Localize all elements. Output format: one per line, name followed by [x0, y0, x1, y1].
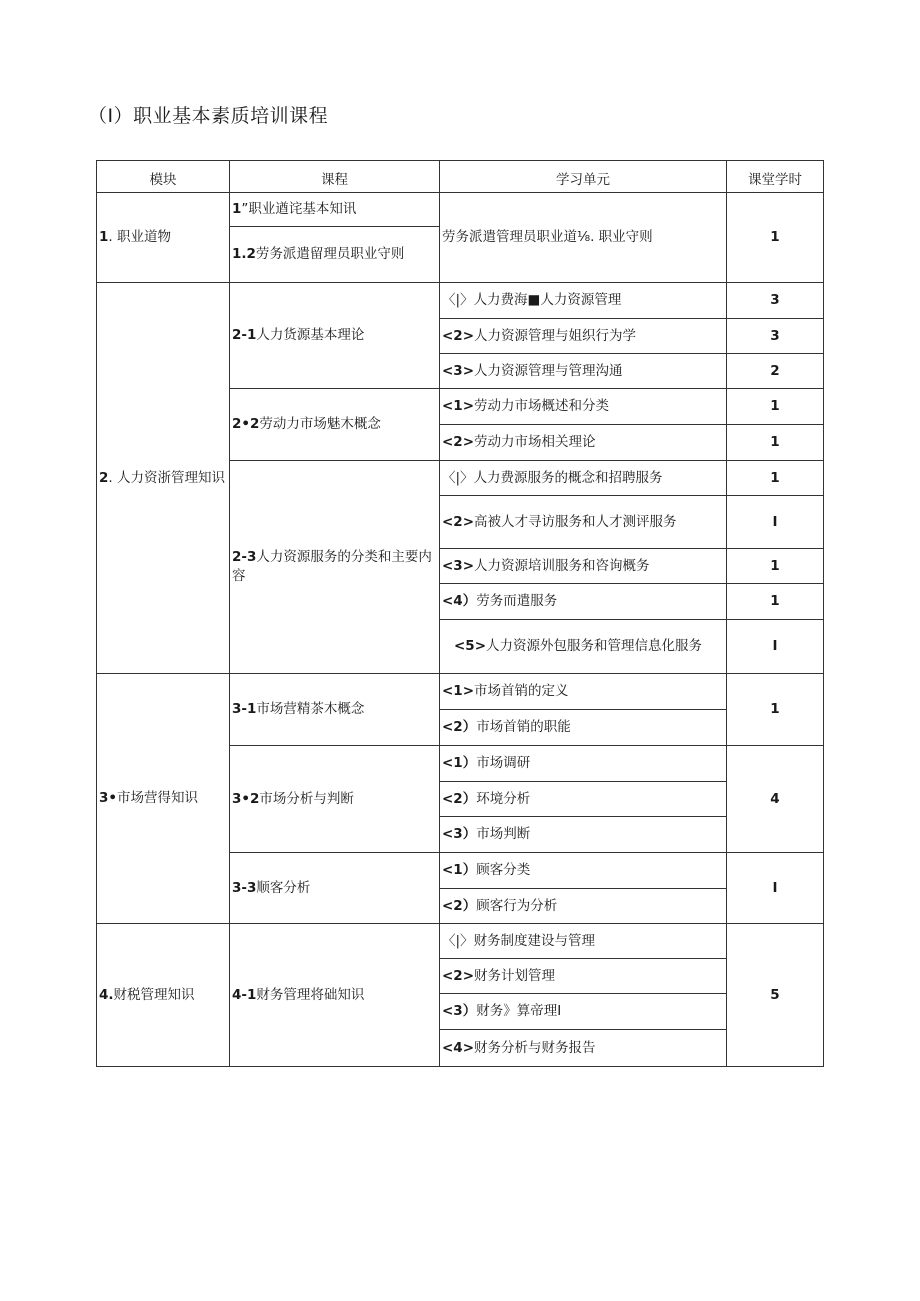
header-course: 课程	[230, 161, 440, 193]
hours-cell: I	[727, 620, 824, 674]
hours-cell: 4	[727, 746, 824, 853]
unit-cell: <2>劳动力市场相关理论	[440, 425, 727, 461]
hours-cell: 2	[727, 354, 824, 389]
header-unit: 学习单元	[440, 161, 727, 193]
hours-cell: 1	[727, 425, 824, 461]
unit-cell: <2>高被人才寻访服务和人才测评服务	[440, 496, 727, 549]
unit-cell: <3>人力资源培训服务和咨询概务	[440, 549, 727, 584]
unit-cell: <2>人力资源管理与姐织行为学	[440, 319, 727, 354]
unit-cell: <2）顾客行为分析	[440, 889, 727, 924]
course-cell: 1”职业遒诧基本知讯	[230, 193, 440, 227]
hours-cell: 3	[727, 319, 824, 354]
course-table	[96, 160, 824, 1067]
unit-cell: <1）市场调研	[440, 746, 727, 782]
course-cell: 3-3顺客分析	[230, 853, 440, 924]
hours-cell: I	[727, 496, 824, 549]
header-module: 模块	[97, 161, 230, 193]
hours-cell: 1	[727, 674, 824, 746]
unit-cell: 〈|〉财务制度建设与管理	[440, 924, 727, 959]
module-cell: 3•市场营得知识	[97, 674, 230, 924]
course-cell: 3•2市场分析与判断	[230, 746, 440, 853]
table-row	[97, 193, 824, 227]
unit-cell: <2）环境分析	[440, 782, 727, 817]
page-title: （I）职业基本素质培训课程	[88, 105, 329, 127]
hours-cell: I	[727, 853, 824, 924]
course-cell: 3-1市场营精茶木概念	[230, 674, 440, 746]
hours-cell: 1	[727, 549, 824, 584]
unit-cell: 〈|〉人力费源服务的概念和招聘服务	[440, 461, 727, 496]
module-cell: 2. 人力资浙管理知识	[97, 283, 230, 674]
hours-cell: 5	[727, 924, 824, 1067]
table-header-row	[97, 161, 824, 193]
unit-cell: <3）财务》算帝理I	[440, 994, 727, 1030]
course-cell: 2-1人力货源基本理论	[230, 283, 440, 389]
unit-cell: <1）顾客分类	[440, 853, 727, 889]
hours-cell: 3	[727, 283, 824, 319]
table-row	[97, 674, 824, 710]
unit-cell: <3）市场判断	[440, 817, 727, 853]
unit-cell: 〈|〉人力费海■人力资源管理	[440, 283, 727, 319]
unit-cell: <4>财务分析与财务报告	[440, 1030, 727, 1067]
hours-cell: 1	[727, 584, 824, 620]
unit-cell: <4）劳务而遣服务	[440, 584, 727, 620]
unit-cell: <5>人力资源外包服务和管理信息化服务	[440, 620, 727, 674]
unit-cell: <3>人力资源管理与管理沟通	[440, 354, 727, 389]
unit-cell: <1>劳动力市场概述和分类	[440, 389, 727, 425]
hours-cell: 1	[727, 389, 824, 425]
unit-cell: <2>财务计划管理	[440, 959, 727, 994]
unit-cell: 劳务派遣管理员职业道⅛. 职业守则	[440, 193, 727, 283]
header-hours: 课堂学时	[727, 161, 824, 193]
module-cell: 1. 职业道物	[97, 193, 230, 283]
hours-cell: 1	[727, 461, 824, 496]
course-cell: 2-3人力资源服务的分类和主要内容	[230, 461, 440, 674]
course-cell: 4-1财务管理将础知识	[230, 924, 440, 1067]
table-row	[97, 283, 824, 319]
table-row	[97, 924, 824, 959]
unit-cell: <2）市场首销的职能	[440, 710, 727, 746]
module-cell: 4.财税管理知识	[97, 924, 230, 1067]
hours-cell: 1	[727, 193, 824, 283]
course-cell: 1.2劳务派遣留理员职业守则	[230, 227, 440, 283]
unit-cell: <1>市场首销的定义	[440, 674, 727, 710]
course-cell: 2•2劳动力市场魅木概念	[230, 389, 440, 461]
